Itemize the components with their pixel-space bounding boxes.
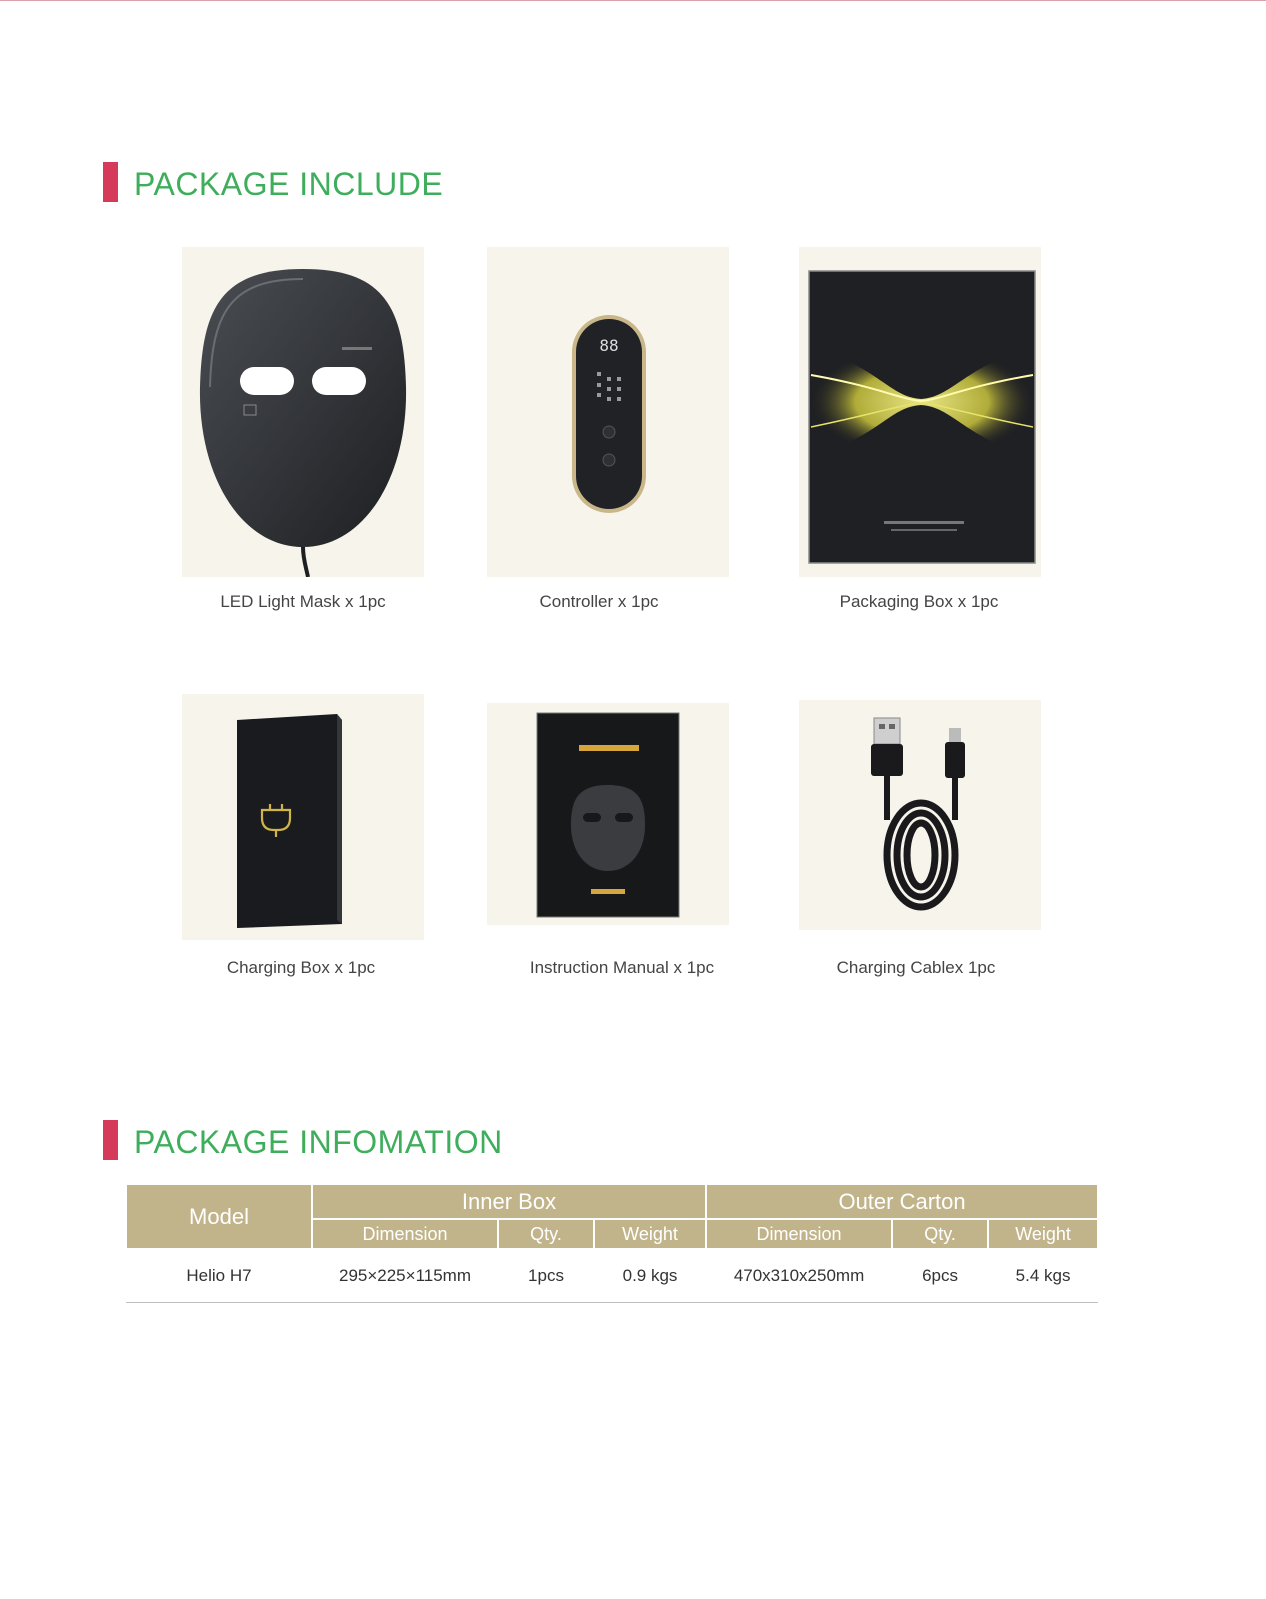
instruction-manual-icon — [487, 703, 729, 925]
cell-inner-dimension: 295×225×115mm — [312, 1249, 498, 1303]
cell-outer-qty: 6pcs — [892, 1249, 988, 1303]
charging-box-icon — [182, 694, 424, 940]
header-model: Model — [126, 1184, 312, 1249]
charging-cable-image — [799, 700, 1041, 930]
packaging-box-image — [799, 247, 1041, 577]
packaging-box-icon — [799, 247, 1041, 577]
item-caption: Charging Cablex 1pc — [836, 958, 996, 977]
top-divider — [0, 0, 1266, 1]
item-caption: Instruction Manual x 1pc — [529, 958, 715, 977]
led-mask-icon — [182, 247, 424, 577]
section-title: PACKAGE INFOMATION — [134, 1124, 503, 1160]
cell-inner-weight: 0.9 kgs — [594, 1249, 706, 1303]
section-title: PACKAGE INCLUDE — [134, 166, 444, 202]
header-inner-box: Inner Box — [312, 1184, 706, 1219]
table-row — [126, 1249, 1098, 1303]
accent-bar — [103, 162, 118, 202]
item-caption: Packaging Box x 1pc — [839, 592, 999, 611]
header-outer-carton: Outer Carton — [706, 1184, 1098, 1219]
header-outer-weight: Weight — [988, 1219, 1098, 1249]
header-inner-weight: Weight — [594, 1219, 706, 1249]
header-outer-dimension: Dimension — [706, 1219, 892, 1249]
item-caption: Controller x 1pc — [539, 592, 659, 611]
header-inner-qty: Qty. — [498, 1219, 594, 1249]
cell-inner-qty: 1pcs — [498, 1249, 594, 1303]
cell-outer-weight: 5.4 kgs — [988, 1249, 1098, 1303]
cell-outer-dimension: 470x310x250mm — [706, 1249, 892, 1303]
package-info-table — [125, 1183, 1099, 1303]
usb-cable-icon — [799, 700, 1041, 930]
header-inner-dimension: Dimension — [312, 1219, 498, 1249]
charging-box-image — [182, 694, 424, 940]
item-caption: LED Light Mask x 1pc — [220, 592, 386, 611]
led-mask-image — [182, 247, 424, 577]
item-caption: Charging Box x 1pc — [226, 958, 376, 977]
controller-image — [487, 247, 729, 577]
cell-model: Helio H7 — [126, 1249, 312, 1303]
svg-text:88: 88 — [599, 336, 619, 355]
controller-icon — [487, 247, 729, 577]
accent-bar — [103, 1120, 118, 1160]
header-outer-qty: Qty. — [892, 1219, 988, 1249]
instruction-manual-image — [487, 703, 729, 925]
